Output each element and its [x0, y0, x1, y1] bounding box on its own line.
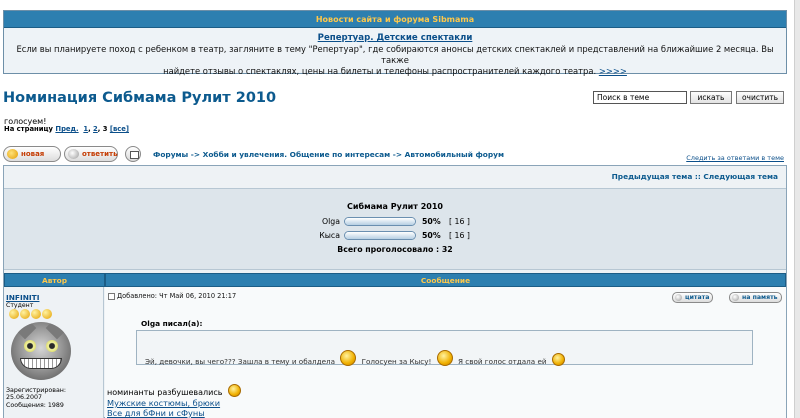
author-meta — [6, 387, 66, 409]
pagination-page-3-current: 3 — [102, 125, 108, 133]
rank-star-icon — [42, 309, 52, 319]
news-body — [4, 28, 786, 81]
clear-button[interactable]: очистить — [736, 91, 784, 104]
reply-icon — [68, 149, 79, 159]
poll-total: Всего проголосовало : 32 — [337, 245, 453, 254]
search-button[interactable]: искать — [690, 91, 732, 104]
poll-option-percent: 50% — [422, 217, 441, 226]
site-news-box — [3, 10, 787, 74]
registered-date: 25.06.2007 — [6, 394, 43, 402]
poll-option-row — [4, 230, 786, 241]
author-rank: Студент — [6, 302, 34, 309]
print-icon[interactable] — [125, 146, 141, 162]
quote-button[interactable]: цитата — [672, 292, 713, 303]
pagination-page-2[interactable]: 2 — [93, 125, 98, 133]
poll-bar-fill — [345, 218, 415, 225]
voting-smiley-icon — [437, 350, 453, 366]
poll-option-label: Olga — [321, 217, 340, 226]
pagination-label: На страницу — [4, 125, 53, 133]
news-text-line2: найдете отзывы о спектаклях, цены на билеты и телефоны распространителей каждого театра. — [163, 66, 597, 76]
quote-text — [145, 350, 568, 366]
post-date: Добавлено: Чт Май 06, 2010 21:17 — [117, 292, 237, 300]
post-link-icon[interactable] — [108, 293, 115, 300]
poll-bar — [344, 231, 416, 240]
post-count: Сообщения: 1989 — [6, 401, 64, 409]
quote-block — [136, 330, 753, 365]
news-text-line1: Если вы планируете поход с ребенком в театр, загляните в тему "Репертуар", где собираются анонсы детских спектаклей и представлений на ближайшие 2 месяца. Вы также — [16, 44, 774, 65]
author-name[interactable]: INFINITI — [6, 293, 40, 302]
poll-option-percent: 50% — [422, 231, 441, 240]
news-link[interactable]: Репертуар. Детские спектакли — [317, 33, 473, 43]
signature-link-2[interactable]: Все для бФни и сФуны — [107, 408, 205, 418]
poll-option-label: Кыса — [319, 231, 340, 240]
post-text-content: номинанты разбушевались — [107, 388, 223, 397]
breadcrumb[interactable]: Форумы -> Хобби и увлечения. Общение по интересам -> Автомобильный форум — [153, 150, 505, 159]
signature-link-1[interactable]: Мужские костюмы, брюки — [107, 398, 221, 408]
poll-bar-fill — [345, 232, 415, 239]
rank-star-icon — [20, 309, 30, 319]
pagination-prev[interactable]: Пред. — [55, 125, 79, 133]
topic-subtitle: голосуем! — [4, 117, 47, 126]
poll-option-row — [4, 216, 786, 227]
quote-part-3: Я свой голос отдала ей — [457, 357, 547, 366]
author-cell — [4, 287, 104, 418]
page-scrollbar[interactable] — [794, 0, 800, 418]
rank-stars — [9, 309, 53, 319]
search-input[interactable]: Поиск в теме — [593, 91, 687, 104]
post-text — [107, 384, 244, 397]
watch-topic-link[interactable]: Следить за ответами в теме — [686, 154, 784, 162]
cheering-smiley-icon — [340, 350, 356, 366]
registered-label: Зарегистрирован: — [6, 387, 67, 394]
quote-author: Olga писал(а): — [141, 319, 203, 328]
poll-bar — [344, 217, 416, 226]
reply-label: ответить — [82, 150, 118, 158]
prev-next-topic-links[interactable]: Предыдущая тема :: Следующая тема — [611, 172, 778, 181]
poll-option-count: [ 16 ] — [449, 217, 470, 226]
poll-title: Сибмама Рулит 2010 — [347, 202, 443, 211]
pagination-all[interactable]: [все] — [109, 125, 129, 133]
topic-title[interactable]: Номинация Сибмама Рулит 2010 — [3, 90, 277, 106]
signature — [107, 398, 220, 418]
message-column-header: Сообщение — [105, 273, 786, 287]
wink-smiley-icon — [552, 353, 565, 366]
quote-part-1: Эй, девочки, вы чего??? Зашла в тему и обалдела — [145, 357, 336, 366]
new-topic-button[interactable] — [3, 146, 61, 162]
rank-star-icon — [31, 309, 41, 319]
quote-part-2: Голосуен за Кысу! — [361, 357, 432, 366]
post-cell — [105, 287, 786, 418]
news-header: Новости сайта и форума Sibmama — [4, 11, 786, 28]
rank-star-icon — [9, 309, 19, 319]
new-topic-label: новая — [21, 150, 45, 158]
post-header — [108, 292, 236, 300]
poll-box — [4, 188, 786, 270]
reply-button[interactable] — [64, 146, 118, 162]
topic-table — [3, 165, 787, 418]
laughing-smiley-icon — [228, 384, 241, 397]
poll-option-count: [ 16 ] — [449, 231, 470, 240]
author-column-header: Автор — [4, 273, 105, 287]
pagination: На страницу Пред. 1, 2, 3 [все] — [4, 125, 129, 133]
avatar — [11, 322, 71, 380]
news-more-link[interactable]: >>>> — [598, 66, 627, 76]
bookmark-button[interactable]: на память — [729, 292, 782, 303]
new-topic-icon — [7, 149, 18, 159]
pagination-page-1[interactable]: 1 — [83, 125, 89, 133]
